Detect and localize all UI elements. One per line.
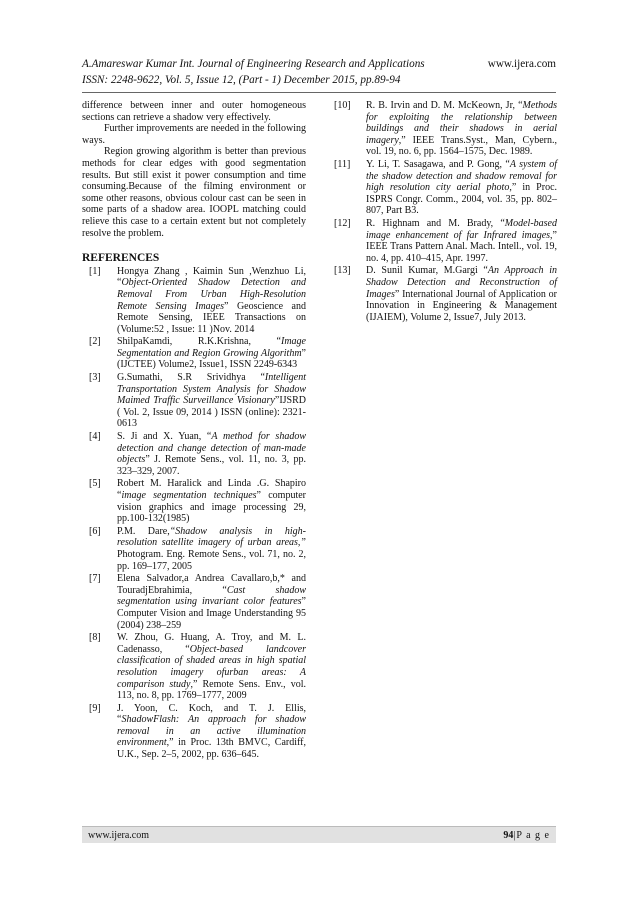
reference-number: [3] xyxy=(89,372,101,384)
reference-item xyxy=(334,218,557,264)
reference-title: Object-Oriented Shadow Detection and Removal From Urban High-Resolution Remote Sensing Images xyxy=(117,277,306,312)
reference-number: [7] xyxy=(89,573,101,585)
header-website[interactable]: www.ijera.com xyxy=(487,58,556,70)
reference-source: ” (IJCTEE) Volume2, Issue1, ISSN 2249-6343 xyxy=(117,347,306,371)
reference-number: [5] xyxy=(89,478,101,490)
reference-text xyxy=(366,218,557,264)
reference-source: ” computer vision graphics and image processing 29, pp.100-132(1985) xyxy=(117,490,307,525)
reference-text xyxy=(117,703,306,761)
body-paragraph: Further improvements are needed in the following ways. xyxy=(82,123,306,146)
reference-number: [8] xyxy=(89,632,101,644)
body-paragraph: difference between inner and outer homogeneous sections can retrieve a shadow very effectively. xyxy=(82,100,306,123)
reference-authors: Elena Salvador,a Andrea Cavallaro,b,* and TouradjEbrahimia, “ xyxy=(117,573,306,596)
body-paragraph: Region growing algorithm is better than previous methods for clear edges with good segmentation results. But still exist it power consumption and time consuming.Because of the filming environment or some other reasons, obvious colour cast can be seen in some parts of a shadow area. IOOPL matching could relieve this case to a certain extent but not completely resolve the problem. xyxy=(82,146,306,239)
reference-title: “Shadow analysis in high-resolution satellite imagery of urban areas,” xyxy=(117,525,306,549)
right-column xyxy=(334,100,557,324)
page-footer xyxy=(82,826,556,843)
page-number: 94 xyxy=(503,830,514,841)
reference-number: [2] xyxy=(89,336,101,348)
journal-citation: A.Amareswar Kumar Int. Journal of Engineering Research and Applications xyxy=(82,58,425,70)
reference-item xyxy=(82,703,306,761)
reference-number: [4] xyxy=(89,431,101,443)
reference-number: [12] xyxy=(334,217,351,229)
reference-list xyxy=(334,100,557,323)
reference-authors: W. Zhou, G. Huang, A. Troy, and M. L. Cadenasso, “ xyxy=(117,632,306,655)
left-column xyxy=(82,100,306,762)
reference-number: [13] xyxy=(334,265,351,277)
reference-source: ” International Journal of Application or Innovation in Engineering & Management (IJAIEM), Volume 2, Issue7, July 2013. xyxy=(366,288,557,323)
header-divider xyxy=(82,92,556,93)
reference-authors: R. B. Irvin and D. M. McKeown, Jr, “ xyxy=(366,100,523,111)
reference-number: [1] xyxy=(89,265,101,277)
reference-item xyxy=(334,100,557,158)
reference-source: ,” Remote Sens. Env., vol. 113, no. 8, pp. 1769–1777, 2009 xyxy=(117,678,306,702)
reference-item xyxy=(82,573,306,631)
reference-item xyxy=(82,478,306,524)
reference-text xyxy=(117,573,306,631)
reference-number: [9] xyxy=(89,702,101,714)
reference-number: [10] xyxy=(334,100,351,111)
reference-authors: P.M. Dare, xyxy=(117,525,170,537)
issn-line: ISSN: 2248-9622, Vol. 5, Issue 12, (Part - 1) December 2015, pp.89-94 xyxy=(82,74,401,86)
reference-title: An Approach in Shadow Detection and Reconstruction of Images xyxy=(366,265,557,300)
reference-authors: Hongya Zhang , Kaimin Sun ,Wenzhuo Li, “ xyxy=(117,265,306,289)
reference-authors: G.Sumathi, S.R Srividhya “ xyxy=(117,372,265,384)
reference-title: Model-based image enhancement of far Infrared images xyxy=(366,217,557,241)
reference-authors: ShilpaKamdi, R.K.Krishna, “ xyxy=(117,336,281,348)
reference-title: Intelligent Transportation System Analysis for Shadow Maimed Traffic Surveillance Visionary xyxy=(117,372,306,407)
reference-authors: R. Highnam and M. Brady, “ xyxy=(366,217,505,229)
reference-item xyxy=(82,526,306,572)
reference-source: ” Computer Vision and Image Understanding 95 (2004) 238–259 xyxy=(117,596,306,631)
reference-text xyxy=(117,266,306,336)
reference-title: A method for shadow detection and change detection of man-made objects xyxy=(117,431,306,466)
footer-website[interactable]: www.ijera.com xyxy=(88,830,149,841)
reference-title: Image Segmentation and Region Growing Algorithm xyxy=(117,336,306,359)
reference-item xyxy=(82,336,306,371)
reference-text xyxy=(117,336,306,371)
reference-text xyxy=(366,159,557,217)
reference-text xyxy=(117,431,306,477)
reference-title: Methods for exploiting the relationship between buildings and their shadows in aerial imagery xyxy=(366,100,557,146)
reference-text xyxy=(117,632,306,702)
reference-source: ,” in Proc. 13th BMVC, Cardiff, U.K., Sep. 2–5, 2002, pp. 636–645. xyxy=(117,737,306,761)
reference-item xyxy=(334,265,557,323)
reference-title: image segmentation techniques xyxy=(121,490,257,501)
reference-text xyxy=(117,478,306,524)
reference-item xyxy=(334,159,557,217)
reference-item xyxy=(82,372,306,430)
reference-title: Cast shadow segmentation using invariant color features xyxy=(117,584,307,608)
page-header xyxy=(82,56,556,88)
page-label: |P a g e xyxy=(513,830,550,841)
reference-source: ,” in Proc. ISPRS Congr. Comm., 2004, vol. 35, pp. 802–807, Part B3. xyxy=(366,182,558,217)
reference-source: ,” IEEE Trans Pattern Anal. Mach. Intell., vol. 19, no. 4, pp. 410–415, Apr. 1997. xyxy=(366,229,557,264)
reference-authors: D. Sunil Kumar, M.Gargi “ xyxy=(366,265,488,277)
reference-title: A system of the shadow detection and shadow removal for high resolution city aerial photo xyxy=(366,158,557,194)
reference-text xyxy=(117,526,306,572)
reference-authors: Y. Li, T. Sasagawa, and P. Gong, “ xyxy=(366,158,510,170)
reference-authors: S. Ji and X. Yuan, “ xyxy=(117,431,212,443)
reference-title: ShadowFlash: An approach for shadow removal in an active illumination environment xyxy=(117,714,306,749)
reference-item xyxy=(82,266,306,336)
reference-source: Photogram. Eng. Remote Sens., vol. 71, no. 2, pp. 169–177, 2005 xyxy=(117,548,306,572)
references-heading: REFERENCES xyxy=(82,252,160,265)
page-indicator xyxy=(503,827,550,843)
reference-authors: Robert M. Haralick and Linda .G. Shapiro “ xyxy=(117,478,306,501)
reference-text xyxy=(117,372,306,430)
reference-title: Object-based landcover classification of shaded areas in high spatial resolution imagery ofurban areas: A comparison study xyxy=(117,643,306,690)
reference-source: ”IJSRD ( Vol. 2, Issue 09, 2014 ) ISSN (online): 2321-0613 xyxy=(117,395,306,430)
reference-source: ” Geoscience and Remote Sensing, IEEE Transactions on (Volume:52 , Issue: 11 )Nov. 2014 xyxy=(117,300,306,335)
reference-source: ” J. Remote Sens., vol. 11, no. 3, pp. 323–329, 2007. xyxy=(117,454,306,477)
reference-number: [6] xyxy=(89,525,101,537)
reference-source: ,” IEEE Trans.Syst., Man, Cybern., vol. 19, no. 6, pp. 1564–1575, Dec. 1989. xyxy=(366,134,557,158)
reference-number: [11] xyxy=(334,158,351,170)
reference-text xyxy=(366,100,557,158)
reference-item xyxy=(82,632,306,702)
reference-authors: J. Yoon, C. Koch, and T. J. Ellis, “ xyxy=(117,702,306,726)
reference-list xyxy=(82,266,306,761)
reference-item xyxy=(82,431,306,477)
reference-text xyxy=(366,265,557,323)
